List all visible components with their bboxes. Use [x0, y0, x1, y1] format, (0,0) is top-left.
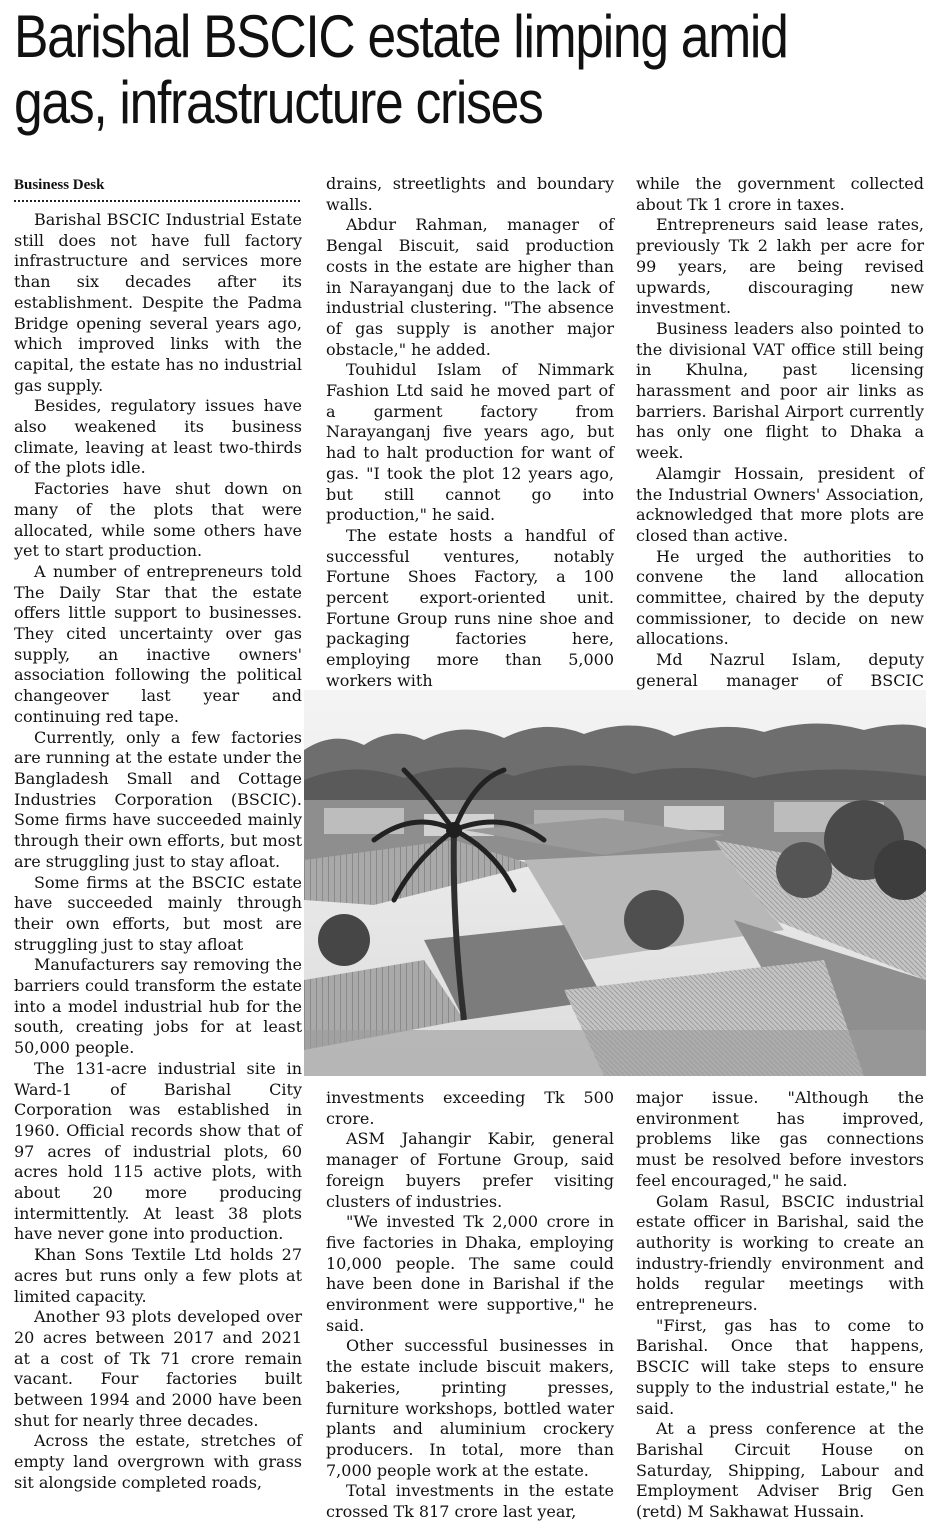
paragraph: "We invested Tk 2,000 crore in five factories in Dhaka, employing 10,000 people. The same could have been done in Barishal if the environment were supportive," he said. — [326, 1212, 614, 1335]
paragraph: Business leaders also pointed to the divisional VAT office still being in Khulna, past licensing harassment and poor air links as barriers. Barishal Airport currently has only one flight to Dhaka a week. — [636, 318, 924, 463]
paragraph: Currently, only a few factories are running at the estate under the Bangladesh Small and Cottage Industries Corporation (BSCIC). Some firms have succeeded mainly through their own efforts, but most are struggling just to stay afloat. — [14, 727, 302, 871]
paragraph: He urged the authorities to convene the land allocation committee, chaired by the deputy commissioner, to decide on new allocations. — [636, 546, 924, 649]
paragraph: Another 93 plots developed over 20 acres between 2017 and 2021 at a cost of Tk 71 crore remain vacant. Four factories built between 1994 and 2000 have been shut for nearly three decades. — [14, 1307, 302, 1430]
paragraph: Touhidul Islam of Nimmark Fashion Ltd said he moved part of a garment factory from Narayanganj five years ago, but had to halt production for want of gas. "I took the plot 12 years ago, but still cannot go into production," he said. — [326, 360, 614, 525]
column-2-bottom — [326, 1088, 614, 1532]
paragraph: Alamgir Hossain, president of the Industrial Owners' Association, acknowledged that more plots are closed than active. — [636, 463, 924, 545]
paragraph: Total investments in the estate crossed Tk 817 crore last year, — [326, 1481, 614, 1522]
paragraph: The 131-acre industrial site in Ward-1 of Barishal City Corporation was established in 1960. Official records show that of 97 acres of industrial plots, 60 acres hold 115 active plots, with about 20 more producing intermittently. At least 38 plots have never gone into production. — [14, 1058, 302, 1244]
paragraph: Across the estate, stretches of empty land overgrown with grass sit alongside completed roads, — [14, 1431, 302, 1492]
paragraph: Md Nazrul Islam, deputy general manager of BSCIC — [636, 650, 924, 690]
paragraph: Barishal BSCIC Industrial Estate still does not have full factory infrastructure and services more than six decades after its establishment. Despite the Padma Bridge opening several years ago, which improved links with the capital, the estate has no industrial gas supply. — [14, 210, 302, 395]
column-1 — [14, 210, 302, 1532]
headline-line-1: Barishal BSCIC estate limping amid — [14, 3, 788, 70]
paragraph: At a press conference at the Barishal Circuit House on Saturday, Shipping, Labour and Employment Adviser Brig Gen (retd) M Sakhawat Hussain. — [636, 1419, 924, 1522]
paragraph: Other successful businesses in the estate include biscuit makers, bakeries, printing presses, furniture workshops, bottled water plants and aluminium crockery producers. In total, more than 7,000 people work at the estate. — [326, 1336, 614, 1480]
paragraph: Khan Sons Textile Ltd holds 27 acres but runs only a few plots at limited capacity. — [14, 1245, 302, 1306]
paragraph: investments exceeding Tk 500 crore. — [326, 1088, 614, 1128]
estate-aerial-photo — [304, 690, 926, 1076]
paragraph: while the government collected about Tk 1 crore in taxes. — [636, 174, 924, 214]
column-2-top — [326, 174, 614, 690]
paragraph: major issue. "Although the environment has improved, problems like gas connections must be resolved before investors feel encouraged," he said. — [636, 1088, 924, 1190]
paragraph: Abdur Rahman, manager of Bengal Biscuit, said production costs in the estate are higher than in Narayanganj due to the lack of industrial clustering. "The absence of gas supply is another major obstacle," he added. — [326, 215, 614, 359]
paragraph: Golam Rasul, BSCIC industrial estate officer in Barishal, said the authority is working to create an industry-friendly environment and holds regular meetings with entrepreneurs. — [636, 1191, 924, 1315]
paragraph: Besides, regulatory issues have also weakened its business climate, leaving at least two-thirds of the plots idle. — [14, 396, 302, 478]
paragraph: "First, gas has to come to Barishal. Once that happens, BSCIC will take steps to ensure supply to the industrial estate," he said. — [636, 1315, 924, 1418]
paragraph: Some firms at the BSCIC estate have succeeded mainly through their own efforts, but most are struggling just to stay afloat — [14, 872, 302, 954]
column-3-bottom — [636, 1088, 924, 1532]
paragraph: The estate hosts a handful of successful ventures, notably Fortune Shoes Factory, a 100 percent export-oriented unit. Fortune Group runs nine shoe and packaging factories here, employing more than 5,000 workers with — [326, 525, 614, 690]
column-3-top — [636, 174, 924, 690]
headline-line-2: gas, infrastructure crises — [14, 69, 543, 136]
paragraph: Factories have shut down on many of the plots that were allocated, while some others have yet to start production. — [14, 479, 302, 561]
headline — [14, 4, 798, 136]
paragraph: Entrepreneurs said lease rates, previously Tk 2 lakh per acre for 99 years, are being revised upwards, discouraging new investment. — [636, 215, 924, 318]
paragraph: Manufacturers say removing the barriers could transform the estate into a model industrial hub for the south, creating jobs for at least 50,000 people. — [14, 955, 302, 1058]
byline: Business Desk — [14, 176, 300, 202]
paragraph: A number of entrepreneurs told The Daily Star that the estate offers little support to businesses. They cited uncertainty over gas supply, an inactive owners' association following the political changeover last year and continuing red tape. — [14, 561, 302, 726]
paragraph: drains, streetlights and boundary walls. — [326, 174, 614, 214]
paragraph: ASM Jahangir Kabir, general manager of Fortune Group, said foreign buyers prefer visiting clusters of industries. — [326, 1129, 614, 1211]
